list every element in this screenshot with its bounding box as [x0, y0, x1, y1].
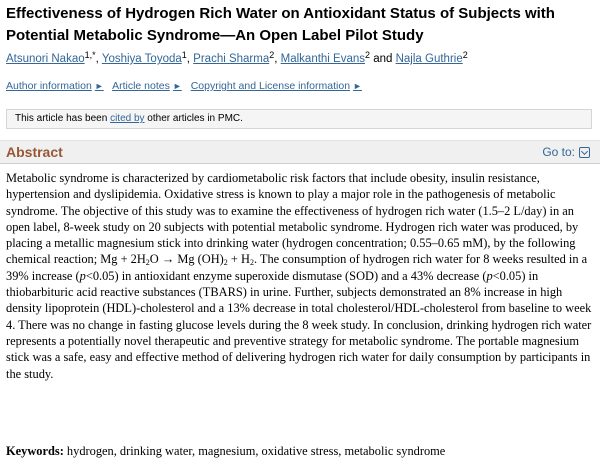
author-link-toyoda[interactable]: Yoshiya Toyoda [101, 53, 182, 65]
copyright-license-label: Copyright and License information [190, 80, 351, 92]
keywords-line [6, 443, 594, 459]
author-affiliation: 2 [462, 50, 468, 60]
keywords-list: hydrogen, drinking water, magnesium, oxidative stress, metabolic syndrome [63, 444, 446, 458]
author-separator: and [370, 53, 396, 65]
author-affiliation: 1,* [84, 50, 96, 60]
author-link-sharma[interactable]: Prachi Sharma [193, 53, 270, 65]
author-link-guthrie[interactable]: Najla Guthrie [395, 53, 463, 65]
abstract-text-part: + H [227, 252, 250, 267]
abstract-text-part: <0.05) in thiobarbituric acid reactive substances (TBARS) in urine. Further, subjects demonstrated an 8% increase in high density lipoprotein (HDL)-cholesterol and a 13% decrease in total cholesterol/HDL-cholesterol from baseline to week 4. There was no change in fasting glucose levels during the 8 week study. In conclusion, drinking hydrogen rich water represents a potentially novel therapeutic and preventive strategy for metabolic syndrome. The portable magnesium stick was a safe, easy and effective method of delivering hydrogen rich water for daily consumption by participants in the study. [6, 268, 592, 381]
author-link-evans[interactable]: Malkanthi Evans [280, 53, 366, 65]
abstract-text-part: Metabolic syndrome is characterized by cardiometabolic risk factors that include obesity, insulin resistance, hypertension and dyslipidemia. Oxidative stress is known to play a major role in the pathogenesis of metabolic syndrome. The objective of this study was to examine the effectiveness of hydrogen rich water (1.5–2 L/day) in an open label, 8-week study on 20 subjects with potential metabolic syndrome. Hydrogen rich water was produced, by placing a metallic magnesium stick into drinking water (hydrogen concentration; 0.55–0.65 mM), by the following chemical reaction; Mg + 2H [6, 171, 579, 267]
subscript: 2 [223, 258, 228, 268]
chevron-down-icon[interactable] [579, 147, 590, 158]
author-affiliation: 2 [365, 50, 371, 60]
article-title: Effectiveness of Hydrogen Rich Water on Antioxidant Status of Subjects with Potential Metabolic Syndrome—An Open Label Pilot Study [6, 5, 555, 44]
abstract-heading: Abstract [6, 144, 63, 160]
abstract-text-part: . The consumption of hydrogen rich water for 8 weeks resulted in a 39% increase ( [6, 252, 588, 283]
article-notes-link[interactable] [112, 80, 182, 92]
triangle-right-icon: ► [172, 81, 182, 91]
author-link-nakao[interactable]: Atsunori Nakao [6, 53, 85, 65]
author-information-link[interactable] [6, 80, 104, 92]
cited-by-link[interactable]: cited by [110, 113, 145, 124]
copyright-license-link[interactable] [191, 80, 362, 92]
author-separator: , [274, 53, 281, 65]
author-information-label: Author information [6, 80, 92, 92]
article-notes-label: Article notes [112, 80, 170, 92]
author-affiliation: 2 [269, 50, 275, 60]
p-value-symbol: p [486, 268, 493, 283]
abstract-text-part: O → Mg (OH) [149, 252, 224, 267]
triangle-right-icon: ► [353, 81, 362, 91]
author-separator: , [95, 53, 102, 65]
goto-menu[interactable] [542, 144, 590, 160]
subscript: 2 [249, 258, 254, 268]
cited-by-notice [6, 109, 592, 129]
abstract-section-header [0, 140, 600, 164]
cited-prefix: This article has been [15, 113, 111, 124]
p-value-symbol: p [79, 268, 86, 283]
triangle-right-icon: ► [94, 81, 104, 91]
author-list [6, 52, 594, 66]
author-separator: , [186, 53, 194, 65]
abstract-text-part: <0.05) in antioxidant enzyme superoxide dismutase (SOD) and a 43% decrease ( [85, 268, 487, 283]
abstract-text [6, 170, 594, 382]
author-affiliation: 1 [181, 50, 187, 60]
article-meta-links [6, 80, 594, 93]
subscript: 2 [145, 258, 150, 268]
goto-label: Go to: [542, 145, 575, 159]
cited-suffix: other articles in PMC. [144, 113, 243, 124]
keywords-label: Keywords: [6, 444, 64, 458]
